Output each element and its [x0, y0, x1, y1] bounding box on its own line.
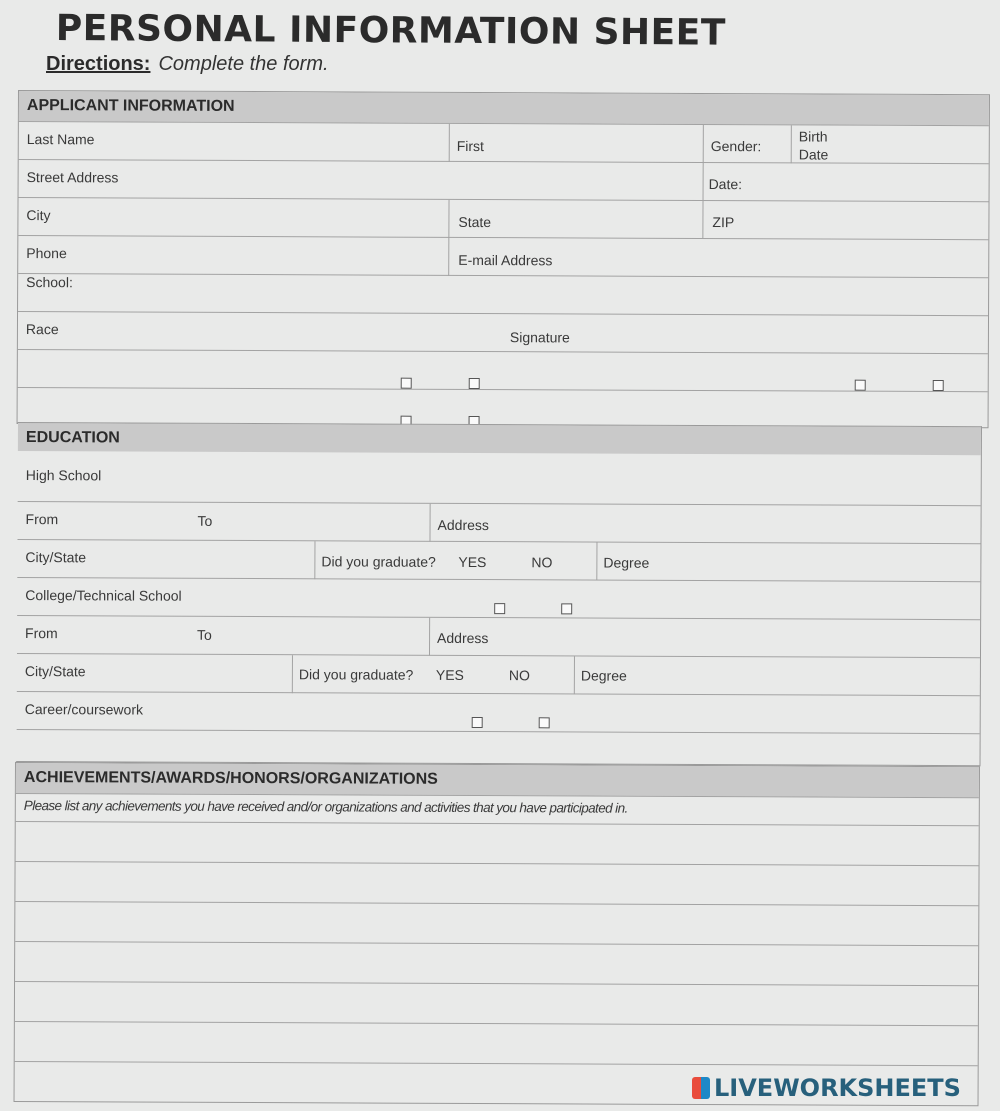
row-hs-dates	[17, 501, 980, 544]
row-race	[18, 311, 988, 354]
row-name	[19, 121, 989, 164]
applicant-section	[17, 90, 990, 428]
hs-yes-checkbox[interactable]	[494, 603, 505, 614]
row-school	[18, 273, 988, 316]
row-college	[17, 577, 980, 620]
row-college-city	[17, 653, 980, 696]
checkbox[interactable]	[933, 380, 944, 391]
checkbox[interactable]	[469, 378, 480, 389]
row-street	[19, 159, 989, 202]
college-address-label: Address	[437, 629, 489, 647]
email-label: E-mail Address	[458, 251, 553, 269]
college-graduate-label: Did you graduate?	[298, 666, 414, 683]
first-label: First	[456, 137, 485, 155]
college-to-label: To	[197, 626, 212, 643]
liveworksheets-text: LIVEWORKSHEETS	[714, 1074, 961, 1102]
row-hs-city	[17, 539, 980, 582]
directions-text: Complete the form.	[158, 53, 329, 75]
high-school-label: High School	[25, 467, 102, 484]
college-from-label: From	[25, 625, 58, 642]
hs-city-state-label: City/State	[25, 549, 87, 566]
college-yes-checkbox[interactable]	[472, 717, 483, 728]
hs-address-label: Address	[437, 516, 489, 534]
directions-label: Directions:	[46, 53, 151, 75]
hs-degree-label: Degree	[603, 554, 650, 571]
zip-label: ZIP	[712, 214, 735, 231]
hs-yes-label: YES	[458, 553, 487, 571]
liveworksheets-logo	[692, 1074, 961, 1102]
education-header	[18, 423, 981, 455]
achievements-section	[14, 762, 980, 1106]
achievements-line	[15, 981, 978, 1026]
applicant-header-title: APPLICANT INFORMATION	[26, 97, 235, 115]
college-yes-label: YES	[435, 666, 464, 683]
last-name-label: Last Name	[26, 131, 95, 148]
liveworksheets-mark-icon	[692, 1077, 710, 1099]
hs-no-label: NO	[531, 554, 553, 571]
date-label: Date:	[708, 176, 743, 193]
checkbox[interactable]	[401, 378, 412, 389]
birth-date-label: Date	[798, 146, 829, 163]
achievements-line	[15, 941, 978, 986]
race-label: Race	[25, 321, 59, 338]
page-title: PERSONAL INFORMATION SHEET	[55, 8, 727, 54]
achievements-line	[15, 901, 978, 946]
college-degree-label: Degree	[580, 667, 627, 684]
applicant-header	[19, 91, 989, 125]
row-career	[17, 691, 980, 734]
college-no-label: NO	[508, 667, 530, 684]
row-phone	[18, 235, 988, 278]
signature-label: Signature	[509, 329, 570, 346]
achievements-line	[15, 861, 978, 906]
achievements-header	[16, 763, 979, 797]
college-label: College/Technical School	[25, 587, 182, 604]
checkbox[interactable]	[855, 380, 866, 391]
school-label: School:	[26, 274, 73, 291]
city-label: City	[26, 207, 51, 224]
education-section	[16, 422, 982, 766]
hs-to-label: To	[197, 512, 213, 529]
hs-from-label: From	[25, 511, 59, 528]
college-city-state-label: City/State	[24, 663, 86, 680]
education-header-title: EDUCATION	[25, 429, 120, 447]
directions	[46, 53, 329, 76]
achievements-line	[16, 821, 979, 866]
state-label: State	[458, 213, 492, 231]
achievements-instructions: Please list any achievements you have received and/or organizations and activities that you have participated in.	[23, 798, 628, 816]
row-college-dates	[17, 615, 980, 658]
street-address-label: Street Address	[26, 169, 119, 186]
gender-label: Gender:	[710, 138, 762, 155]
hs-no-checkbox[interactable]	[561, 603, 572, 614]
college-no-checkbox[interactable]	[539, 717, 550, 728]
row-high-school	[18, 451, 981, 505]
row-checkboxes-1	[18, 349, 988, 392]
achievements-line	[15, 1021, 978, 1066]
row-city	[18, 197, 988, 240]
achievements-header-title: ACHIEVEMENTS/AWARDS/HONORS/ORGANIZATIONS	[23, 769, 438, 788]
career-label: Career/coursework	[24, 701, 144, 718]
hs-graduate-label: Did you graduate?	[321, 553, 436, 570]
phone-label: Phone	[26, 245, 67, 262]
birth-label: Birth	[798, 128, 828, 145]
